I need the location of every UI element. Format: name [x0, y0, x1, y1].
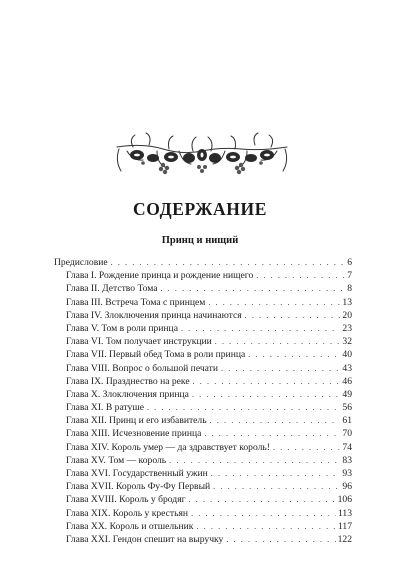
toc-entry-title: Глава XVII. Король Фу-Фу Первый: [66, 481, 211, 493]
toc-entry-page: 8: [347, 283, 352, 295]
table-of-contents: [54, 256, 352, 546]
dot-leader: [189, 493, 336, 506]
toc-entry-title: Глава VIII. Вопрос о большой печати: [66, 362, 219, 374]
toc-entry-page: 49: [342, 388, 352, 400]
toc-entry-chapter[interactable]: [54, 282, 352, 295]
dot-leader: [193, 375, 341, 388]
toc-entry-chapter[interactable]: [54, 533, 352, 546]
toc-entry-title: Глава XXI. Гендон спешит на выручку: [66, 533, 224, 545]
toc-entry-title: Глава XII. Принц и его избавитель: [66, 415, 207, 427]
toc-entry-chapter[interactable]: [54, 467, 352, 480]
toc-entry-page: 83: [342, 454, 352, 466]
toc-entry-page: 20: [342, 309, 352, 321]
dot-leader: [226, 533, 335, 546]
toc-entry-page: 61: [342, 415, 352, 427]
toc-entry-preface[interactable]: [54, 256, 352, 269]
toc-entry-title: Предисловие: [54, 257, 108, 268]
toc-entry-page: 122: [337, 533, 352, 545]
toc-entry-page: 56: [342, 402, 352, 414]
toc-entry-chapter[interactable]: [54, 480, 352, 493]
toc-entry-chapter[interactable]: [54, 296, 352, 309]
dot-leader: [211, 467, 341, 480]
toc-entry-chapter[interactable]: [54, 269, 352, 282]
toc-entry-title: Глава XIV. Король умер — да здравствует король!: [66, 441, 271, 453]
dot-leader: [169, 454, 340, 467]
toc-entry-title: Глава IV. Злоключения принца начинаются: [66, 309, 242, 321]
toc-entry-page: 117: [337, 520, 352, 532]
dot-leader: [245, 309, 341, 322]
toc-entry-title: Глава XX. Король и отшельник: [66, 520, 194, 532]
dot-leader: [273, 441, 340, 454]
dot-leader: [147, 401, 340, 414]
toc-entry-chapter[interactable]: [54, 362, 352, 375]
toc-entry-page: 96: [342, 481, 352, 493]
toc-entry-chapter[interactable]: [54, 401, 352, 414]
toc-entry-page: 7: [347, 270, 352, 282]
toc-entry-page: 93: [342, 468, 352, 479]
toc-entry-page: 74: [342, 441, 352, 453]
dot-leader: [160, 282, 345, 295]
toc-entry-chapter[interactable]: [54, 414, 352, 427]
dot-leader: [196, 520, 335, 533]
dot-leader: [215, 335, 341, 348]
toc-entry-chapter[interactable]: [54, 375, 352, 388]
toc-entry-title: Глава XIII. Исчезновение принца: [66, 428, 202, 440]
toc-entry-page: 106: [337, 494, 352, 506]
dot-leader: [191, 507, 336, 520]
dot-leader: [248, 348, 340, 361]
toc-entry-page: 13: [342, 296, 352, 308]
toc-entry-chapter[interactable]: [54, 322, 352, 335]
toc-entry-chapter[interactable]: [54, 427, 352, 440]
toc-entry-chapter[interactable]: [54, 441, 352, 454]
toc-entry-page: 23: [342, 322, 352, 334]
toc-entry-page: 32: [342, 336, 352, 348]
toc-entry-page: 6: [347, 257, 352, 268]
toc-entry-title: Глава XV. Том — король: [66, 454, 167, 466]
dot-leader: [192, 388, 340, 401]
dot-leader: [256, 269, 345, 282]
toc-entry-title: Глава I. Рождение принца и рождение нищего: [66, 270, 254, 282]
dot-leader: [204, 427, 340, 440]
toc-entry-page: 46: [342, 375, 352, 387]
toc-entry-title: Глава XIX. Король у крестьян: [66, 507, 189, 519]
toc-entry-page: 43: [342, 362, 352, 374]
dot-leader: [181, 322, 340, 335]
book-title: Принц и нищий: [161, 235, 239, 246]
toc-entry-chapter[interactable]: [54, 388, 352, 401]
toc-entry-chapter[interactable]: [54, 335, 352, 348]
dot-leader: [213, 480, 340, 493]
page-title: СОДЕРЖАНИЕ: [132, 199, 267, 219]
toc-entry-chapter[interactable]: [54, 454, 352, 467]
toc-entry-chapter[interactable]: [54, 520, 352, 533]
dot-leader: [210, 414, 341, 427]
dot-leader: [111, 256, 346, 269]
toc-entry-title: Глава XVIII. Король у бродяг: [66, 494, 186, 506]
toc-entry-title: Глава VI. Том получает инструкции: [66, 336, 212, 348]
toc-entry-title: Глава X. Злоключения принца: [66, 388, 189, 400]
toc-entry-title: Глава XVI. Государственный ужин: [66, 468, 208, 479]
toc-entry-page: 113: [337, 507, 352, 519]
toc-entry-title: Глава III. Встреча Тома с принцем: [66, 296, 206, 308]
toc-entry-title: Глава XI. В ратуше: [66, 402, 144, 414]
toc-entry-chapter[interactable]: [54, 309, 352, 322]
toc-entry-title: Глава IX. Празднество на реке: [66, 375, 190, 387]
vine-ornament: [113, 131, 291, 181]
toc-entry-title: Глава VII. Первый обед Тома в роли принца: [66, 349, 246, 361]
dot-leader: [221, 362, 340, 375]
toc-entry-title: Глава II. Детство Тома: [66, 283, 158, 295]
toc-entry-chapter[interactable]: [54, 507, 352, 520]
toc-entry-title: Глава V. Том в роли принца: [66, 322, 178, 334]
toc-entry-page: 70: [342, 428, 352, 440]
dot-leader: [208, 296, 340, 309]
toc-entry-chapter[interactable]: [54, 493, 352, 506]
chapter-list: [54, 269, 352, 546]
toc-entry-page: 40: [342, 349, 352, 361]
toc-entry-chapter[interactable]: [54, 348, 352, 361]
